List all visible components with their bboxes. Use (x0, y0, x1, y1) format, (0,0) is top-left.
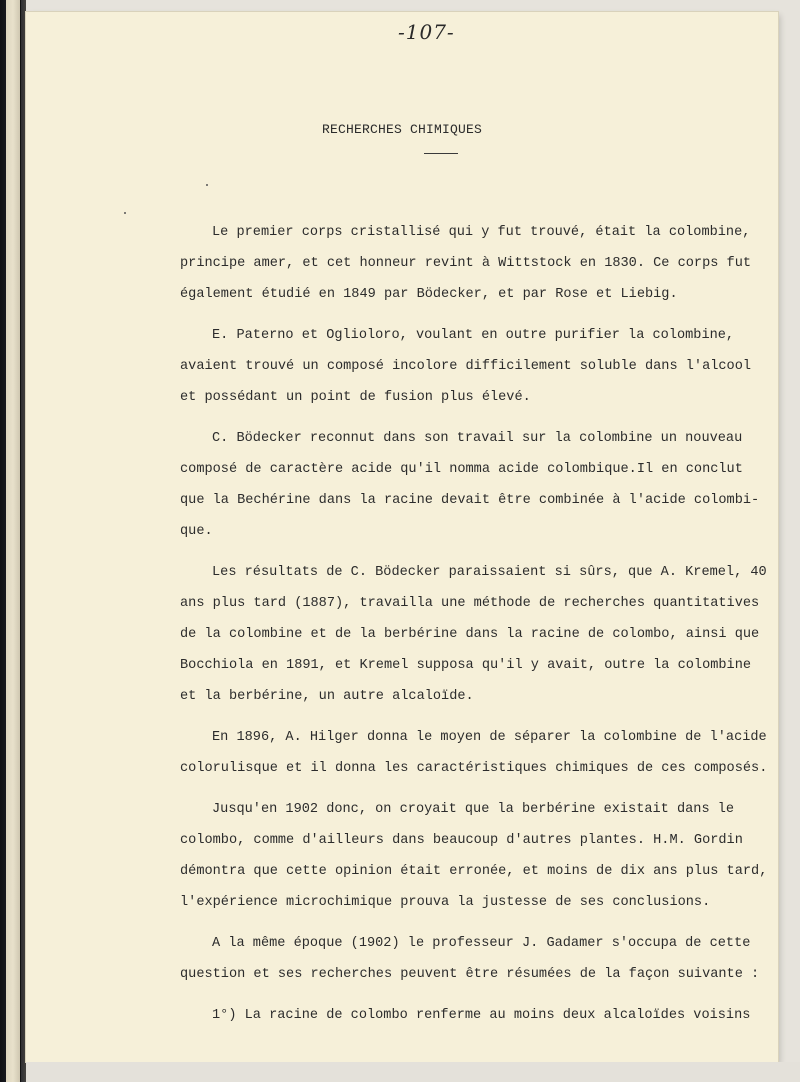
paragraph-7 (180, 928, 772, 990)
text-line: colorulisque et il donna les caractéristiques chimiques de ces composés. (180, 761, 768, 776)
text-line: Le premier corps cristallisé qui y fut trouvé, était la colombine, (212, 225, 751, 240)
paragraph-5 (180, 722, 772, 784)
paragraph-4 (180, 557, 772, 712)
paragraph-8 (180, 1000, 772, 1031)
adjacent-page-edge (6, 0, 21, 1082)
text-line: colombo, comme d'ailleurs dans beaucoup d'autres plantes. H.M. Gordin (180, 833, 743, 848)
paper-speck (206, 184, 208, 186)
text-line: C. Bödecker reconnut dans son travail sur la colombine un nouveau (212, 431, 743, 446)
text-line: E. Paterno et Oglioloro, voulant en outre purifier la colombine, (212, 328, 735, 343)
text-line: ans plus tard (1887), travailla une méthode de recherches quantitatives (180, 596, 760, 611)
text-line: démontra que cette opinion était erronée, et moins de dix ans plus tard, (180, 864, 768, 879)
section-title: RECHERCHES CHIMIQUES (321, 122, 483, 137)
text-line: A la même époque (1902) le professeur J. Gadamer s'occupa de cette (212, 936, 751, 951)
text-line: 1°) La racine de colombo renferme au moins deux alcaloïdes voisins (212, 1008, 751, 1023)
text-line: Bocchiola en 1891, et Kremel supposa qu'il y avait, outre la colombine (180, 658, 752, 673)
text-line: En 1896, A. Hilger donna le moyen de séparer la colombine de l'acide (212, 730, 767, 745)
text-line: Jusqu'en 1902 donc, on croyait que la berbérine existait dans le (212, 802, 735, 817)
text-line: principe amer, et cet honneur revint à Wittstock en 1830. Ce corps fut (180, 256, 752, 271)
title-underline (424, 153, 458, 154)
page-number: -107- (398, 20, 455, 44)
text-line: de la colombine et de la berbérine dans la racine de colombo, ainsi que (180, 627, 760, 642)
body-text (180, 217, 772, 1041)
text-line: avaient trouvé un composé incolore difficilement soluble dans l'alcool (180, 359, 752, 374)
text-line: question et ses recherches peuvent être résumées de la façon suivante : (180, 967, 760, 982)
text-line: Les résultats de C. Bödecker paraissaient si sûrs, que A. Kremel, 40 (212, 565, 767, 580)
scanner-bed-margin (26, 1062, 800, 1082)
text-line: que. (180, 524, 213, 539)
text-line: et la berbérine, un autre alcaloïde. (180, 689, 474, 704)
text-line: composé de caractère acide qu'il nomma acide colombique.Il en conclut (180, 462, 743, 477)
paper-speck (124, 212, 126, 214)
text-line: et possédant un point de fusion plus élevé. (180, 390, 531, 405)
paper-sheet (26, 12, 778, 1062)
paragraph-2 (180, 320, 772, 413)
paragraph-6 (180, 794, 772, 918)
paragraph-3 (180, 423, 772, 547)
text-line: que la Bechérine dans la racine devait être combinée à l'acide colombi- (180, 493, 760, 508)
text-line: également étudié en 1849 par Bödecker, et par Rose et Liebig. (180, 287, 678, 302)
paragraph-1 (180, 217, 772, 310)
text-line: l'expérience microchimique prouva la justesse de ses conclusions. (180, 895, 711, 910)
